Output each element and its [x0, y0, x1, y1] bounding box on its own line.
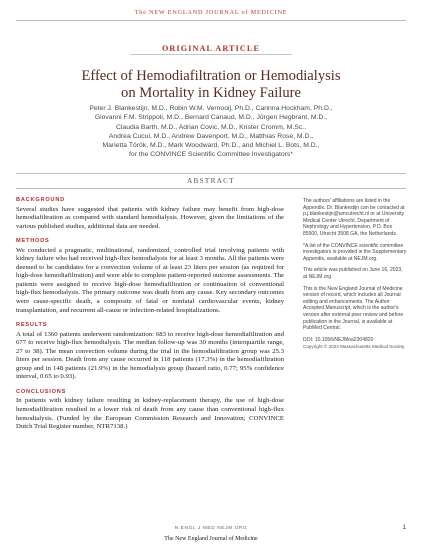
author-line: Marietta Török, M.D., Mark Woodward, Ph.D., and Michiel L. Bots, M.D.,	[102, 142, 320, 150]
author-line: Claudia Barth, M.D., Adrian Covic, M.D., Krister Cromm, M.Sc.,	[116, 123, 306, 131]
section-heading-conclusions: CONCLUSIONS	[16, 388, 67, 395]
author-line: for the CONVINCE Scientific Committee Investigators*	[129, 151, 293, 159]
title-line-2: on Mortality in Kidney Failure	[121, 85, 301, 101]
doi-link[interactable]: DOI: 10.1056/NEJMoa2304820	[303, 336, 374, 343]
section-text-methods: We conducted a pragmatic, multinational, randomized, controlled trial involving patients with kidney failure who had received high-flux hemodialysis for at least 3 months. All the patients were deemed to be candidates for a convection volume of at least 23 liters per session (as required for high-dose hemodiafiltration) and were able to complete patient-reported outcome assessments. The patients were assigned to receive high-dose hemodiafiltration or continuation of conventional high-flux hemodialysis. The primary outcome was death from any cause. Key secondary outcomes were cause-specific death, a composite of fatal or nonfatal cardiovascular events, kidney transplantation, and recurrent all-cause or infection-related hospitalizations.	[16, 246, 284, 314]
section-heading-methods: METHODS	[16, 238, 50, 245]
affiliation-note: The authors' affiliations are listed in the Appendix. Dr. Blankestijn can be contacted at p.j.blankestijn@umcutrecht.nl or at University Medical Center Utrecht, Department of Nephrology and Hypertension, P.O. Box 85500, Utrecht 3508 GA, the Netherlands.	[303, 198, 405, 237]
article-type-text: ORIGINAL ARTICLE	[161, 44, 261, 53]
article-sidebar	[303, 198, 408, 356]
footer-journal-ref: N ENGL J MED NEJM.ORG	[174, 526, 248, 531]
section-text-background: Several studies have suggested that patients with kidney failure may benefit from high-dose hemodiafiltration as compared with standard hemodialysis. However, given the limitations of the various published studies, additional data are needed.	[16, 205, 284, 230]
investigators-note: *A list of the CONVINCE scientific committee investigators is provided in the Supplementary Appendix, available at NEJM.org.	[303, 242, 407, 262]
masthead-rule	[16, 20, 406, 21]
section-heading-background: BACKGROUND	[16, 197, 66, 203]
section-text-results: A total of 1360 patients underwent randomization: 683 to receive high-dose hemodiafiltration and 677 to receive high-flux hemodialysis. The median follow-up was 30 months (interquartile range, 27 to 38). The mean convection volume during the trial in the hemodiafiltration group was 25.3 liters per session. Death from any cause occurred in 118 patients (17.3%) in the hemodiafiltration group and in 148 patients (21.9%) in the hemodialysis group (hazard ratio, 0.77; 95% confidence interval, 0.65 to 0.93).	[16, 330, 284, 381]
author-line: Peter J. Blankestijn, M.D., Robin W.M. Vernooij, Ph.D., Carinna Hockham, Ph.D.,	[89, 105, 333, 112]
abstract-body	[16, 196, 284, 438]
section-heading-results: RESULTS	[16, 322, 48, 329]
download-footer: The New England Journal of Medicine	[164, 536, 258, 542]
author-line: Andrea Cucui, M.D., Andrew Davenport, M.D., Matthias Rose, M.D.,	[108, 132, 314, 140]
copyright-note: Copyright © 2023 Massachusetts Medical Society.	[303, 344, 406, 350]
abstract-heading: ABSTRACT	[187, 177, 235, 185]
article-type-label	[0, 44, 422, 53]
author-line: Giovanni F.M. Strippoli, M.D., Bernard Canaud, M.D., Jörgen Hegbrant, M.D.,	[94, 114, 328, 122]
version-note: This is the New England Journal of Medicine version of record, which includes all Journal editing and enhancements. The Author Accepted Manuscript, which is the author's version after external peer review and before publication in the Journal, is available at PubMed Central.	[303, 285, 404, 332]
publication-note: This article was published on June 16, 2023, at NEJM.org.	[303, 267, 403, 280]
article-type-rule	[130, 54, 292, 55]
abstract-header	[16, 173, 406, 189]
article-title	[30, 68, 392, 102]
author-list	[36, 104, 386, 160]
section-text-conclusions: In patients with kidney failure resulting in kidney-replacement therapy, the use of high-dose hemodiafiltration resulted in a lower risk of death from any cause than conventional high-flux hemodialysis. (Funded by the European Commission Research and Innovation; CONVINCE Dutch Trial Register number, NTR7138.)	[16, 397, 284, 431]
journal-masthead: The NEW ENGLAND JOURNAL of MEDICINE	[134, 9, 288, 16]
title-line-1: Effect of Hemodiafiltration or Hemodialysis	[81, 68, 341, 84]
page-number: 1	[402, 525, 406, 531]
